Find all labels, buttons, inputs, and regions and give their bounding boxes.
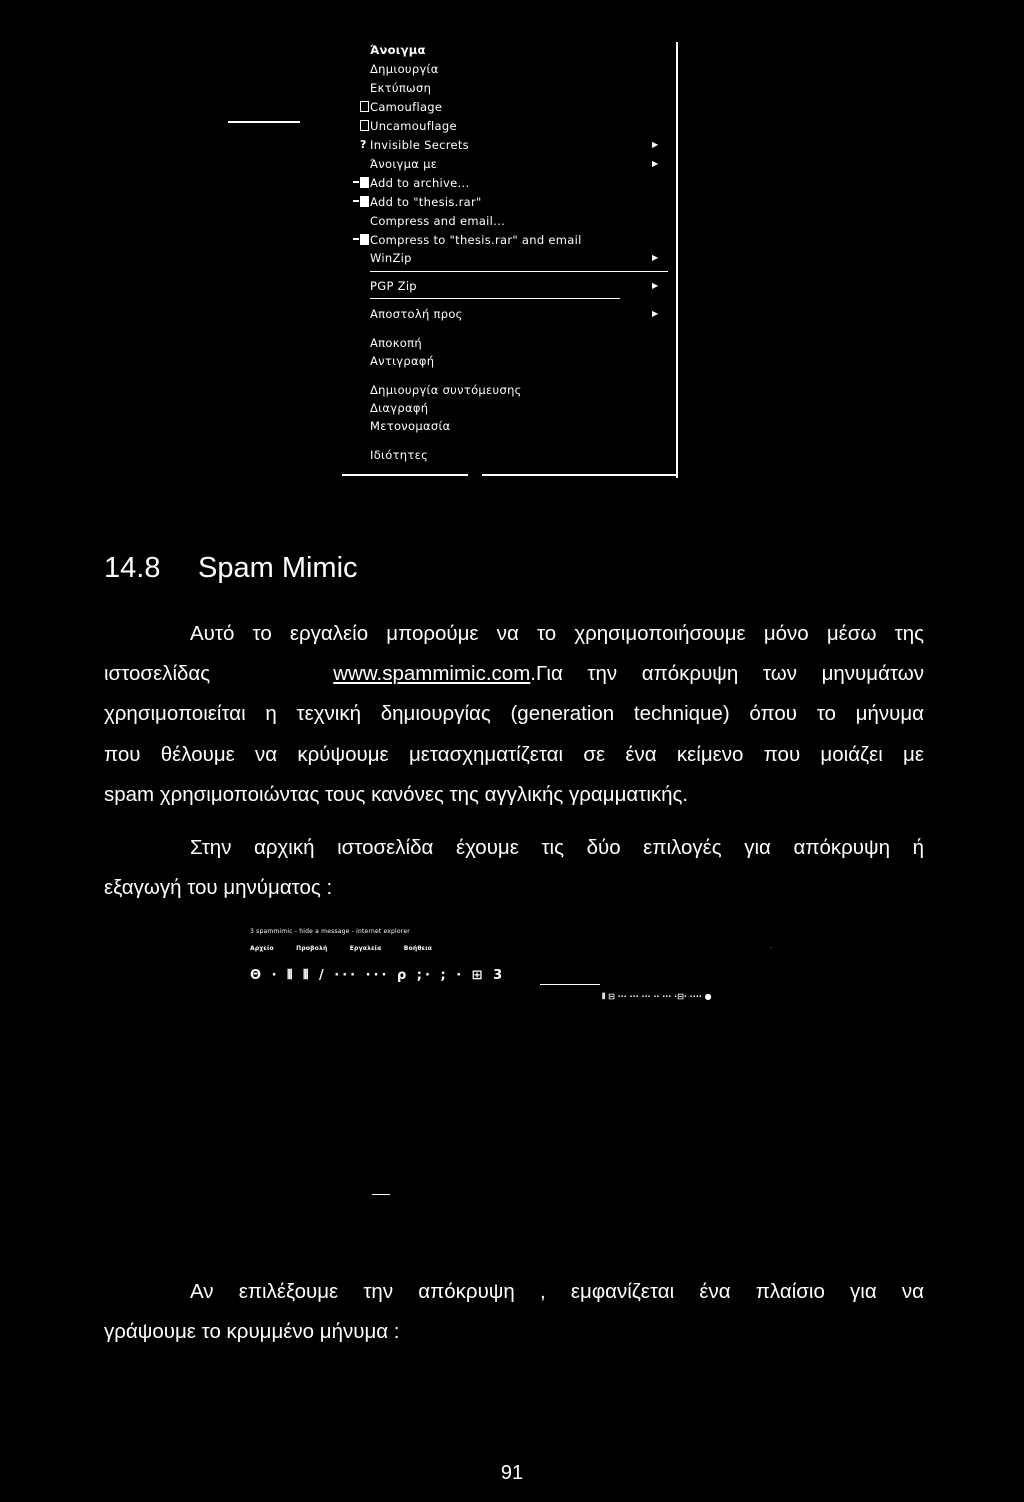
winrar-icon: [360, 177, 369, 188]
menu-item-label: Εκτύπωση: [370, 81, 432, 95]
section-title: Spam Mimic: [198, 552, 358, 584]
menu-item-label: Άνοιγμα με: [370, 157, 438, 171]
paragraph-text: spam χρησιμοποιώντας τους κανόνες της αγγλικής γραμματικής.: [104, 782, 689, 806]
paragraph: [104, 828, 924, 908]
menu-item-label: Uncamouflage: [370, 119, 457, 133]
browser-menu-bar: Αρχείο Προβολή Εργαλεία Βοήθεια: [250, 945, 433, 952]
menu-item-label: Compress to "thesis.rar" and email: [370, 233, 582, 247]
menu-border: [482, 474, 678, 476]
menu-item-label: Ιδιότητες: [370, 448, 429, 462]
paragraph-text: εξαγωγή του μηνύματος :: [104, 876, 333, 900]
menu-item-label: Αποστολή προς: [370, 307, 463, 321]
camouflage-icon: [360, 101, 369, 112]
paragraph: [104, 614, 924, 815]
menu-item-label: PGP Zip: [370, 279, 417, 293]
winrar-icon: [360, 234, 369, 245]
page-number: 91: [500, 1462, 524, 1484]
context-menu: [342, 42, 682, 478]
section-number: 14.8: [104, 552, 161, 584]
paragraph: [104, 1272, 924, 1352]
browser-menu-dot: ·: [770, 945, 773, 952]
paragraph-text: γράψουμε το κρυμμένο μήνυμα :: [104, 1320, 400, 1344]
browser-title-text: 3 spammimic - hide a message - internet explorer: [250, 928, 410, 935]
menu-item-label: Διαγραφή: [370, 401, 429, 415]
browser-status: ⫴ ⊟ ··· ··· ··· ·· ··· ·⊟· ···· ●: [602, 992, 712, 1001]
submenu-arrow-icon: ▶: [652, 140, 659, 149]
browser-buttons: Θ · ⫴ ⫴ / ··· ··· ρ ;· ; · ⊞ 3: [250, 968, 506, 983]
divider: [372, 1194, 390, 1195]
menu-item-label: Camouflage: [370, 100, 443, 114]
menu-item-label: Μετονομασία: [370, 419, 451, 433]
spammimic-link[interactable]: www.spammimic.com: [333, 662, 531, 686]
paragraph-text: Αυτό το εργαλείο μπορούμε να το χρησιμοποιήσουμε μόνο μέσω της: [190, 622, 924, 645]
paragraph-text: Αν επιλέξουμε την απόκρυψη , εμφανίζεται ένα πλαίσιο για να: [190, 1280, 924, 1303]
menu-item-label: Άνοιγμα: [370, 43, 426, 57]
paragraph-text: χρησιμοποιείται η τεχνική δημιουργίας (generation technique) όπου το μήνυμα: [104, 702, 924, 726]
menu-separator: [370, 298, 620, 299]
menu-shadow-line: [228, 121, 300, 123]
menu-item-label: Invisible Secrets: [370, 138, 469, 152]
submenu-arrow-icon: ▶: [652, 309, 659, 318]
menu-item-label: Δημιουργία συντόμευσης: [370, 383, 522, 397]
question-icon: ?: [360, 138, 367, 151]
submenu-arrow-icon: ▶: [652, 281, 659, 290]
submenu-arrow-icon: ▶: [652, 159, 659, 168]
paragraph-text: .Για την απόκρυψη των μηνυμάτων: [530, 662, 924, 686]
section-heading: [104, 552, 358, 585]
menu-item-label: Αποκοπή: [370, 336, 422, 350]
paragraph-text: που θέλουμε να κρύψουμε μετασχηματίζεται σε ένα κείμενο που μοιάζει με: [104, 742, 924, 766]
paragraph-text: ιστοσελίδας: [104, 662, 211, 686]
winrar-icon: [360, 196, 369, 207]
menu-item-label: Δημιουργία: [370, 62, 439, 76]
paragraph-text: Στην αρχική ιστοσελίδα έχουμε τις δύο επιλογές για απόκρυψη ή: [190, 836, 924, 859]
uncamouflage-icon: [360, 120, 369, 131]
menu-item-label: Compress and email...: [370, 214, 506, 228]
menu-item-label: Add to "thesis.rar": [370, 195, 482, 209]
menu-border: [342, 474, 468, 476]
divider: [540, 984, 600, 985]
menu-item-label: Add to archive...: [370, 176, 470, 190]
submenu-arrow-icon: ▶: [652, 253, 659, 262]
browser-toolbar-screenshot: [250, 928, 790, 1001]
menu-item-label: WinZip: [370, 251, 412, 265]
menu-item-label: Αντιγραφή: [370, 354, 435, 368]
menu-border: [676, 42, 678, 478]
menu-separator: [370, 271, 668, 272]
